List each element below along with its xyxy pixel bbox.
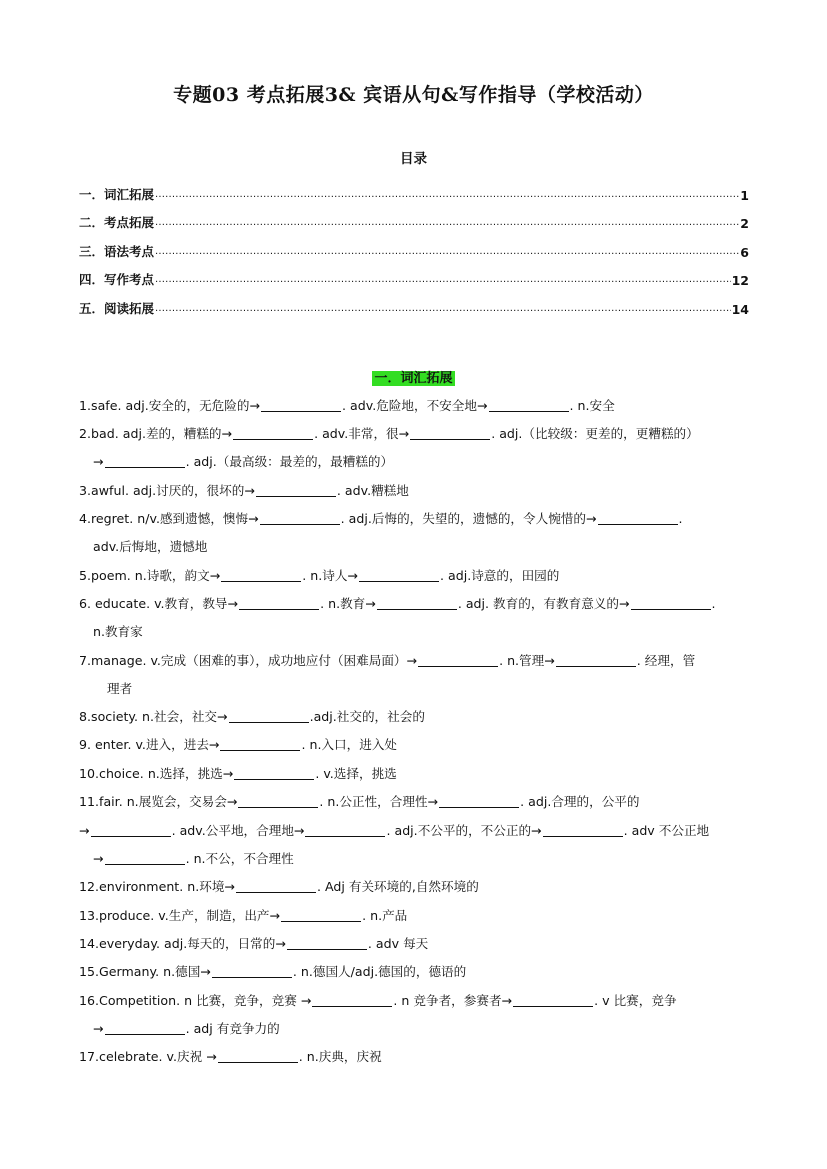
line-text: . Adj 有关环境的,自然环境的 (316, 879, 479, 894)
answer-blank[interactable] (287, 937, 367, 950)
line-text: . v 比赛，竞争 (594, 993, 677, 1008)
line-text: 11.fair. n.展览会，交易会→ (79, 794, 238, 809)
answer-blank[interactable] (305, 824, 385, 837)
line-text: . adv 不公正地 (623, 823, 710, 838)
exercise-line (79, 876, 479, 895)
answer-blank[interactable] (261, 399, 341, 412)
toc-entry[interactable] (79, 203, 749, 232)
toc-entry-page: 2 (740, 216, 749, 231)
answer-blank[interactable] (220, 738, 300, 751)
answer-blank[interactable] (221, 569, 301, 582)
answer-blank[interactable] (543, 824, 623, 837)
toc-entry-label: 一．词汇拓展 (79, 186, 155, 202)
line-text: . n.诗人→ (302, 568, 358, 583)
answer-blank[interactable] (105, 1022, 185, 1035)
line-text: 4.regret. n/v.感到遗憾，懊悔→ (79, 511, 259, 526)
answer-blank[interactable] (105, 455, 185, 468)
toc-entry-page: 14 (731, 301, 749, 317)
toc-entry[interactable] (79, 260, 749, 289)
answer-blank[interactable] (91, 824, 171, 837)
toc-entry[interactable] (79, 174, 749, 203)
exercise-line (79, 593, 716, 612)
answer-blank[interactable] (239, 597, 319, 610)
answer-blank[interactable] (598, 512, 678, 525)
line-text: . v.选择，挑选 (315, 766, 397, 781)
toc-entry-label: 二．考点拓展 (79, 215, 155, 230)
line-text: 10.choice. n.选择，挑选→ (79, 766, 234, 781)
line-text: . n.公正性，合理性→ (319, 794, 439, 809)
exercise-line (79, 650, 695, 669)
line-text: . n.安全 (569, 398, 615, 413)
exercise-line (79, 763, 397, 782)
exercise-line (93, 848, 294, 867)
exercise-line (79, 820, 709, 839)
line-text: . adv 每天 (367, 936, 429, 951)
answer-blank[interactable] (410, 427, 490, 440)
answer-blank[interactable] (377, 597, 457, 610)
line-text: → (93, 1021, 104, 1036)
toc-entry-label: 五．阅读拓展 (79, 300, 155, 316)
answer-blank[interactable] (513, 994, 593, 1007)
line-text: . n.产品 (362, 908, 408, 923)
line-text: 理者 (107, 681, 133, 696)
line-text: 14.everyday. adj.每天的，日常的→ (79, 936, 286, 951)
answer-blank[interactable] (439, 795, 519, 808)
line-text: 5.poem. n.诗歌，韵文→ (79, 568, 221, 583)
line-text: . (678, 511, 683, 526)
answer-blank[interactable] (359, 569, 439, 582)
answer-blank[interactable] (260, 512, 340, 525)
line-text: . adj.合理的，公平的 (520, 794, 640, 809)
exercise-line (93, 536, 207, 555)
answer-blank[interactable] (105, 852, 185, 865)
line-text: 7.manage. v.完成（困难的事），成功地应付（困难局面）→ (79, 653, 418, 668)
toc-heading: 目录 (400, 151, 427, 167)
exercise-line (79, 905, 407, 924)
section-heading-text: 一．词汇拓展 (374, 371, 453, 386)
answer-blank[interactable] (229, 710, 309, 723)
line-text: . n.教育→ (320, 596, 376, 611)
exercise-line (79, 508, 683, 527)
toc-entry[interactable] (79, 288, 749, 317)
line-text: . n.入口，进入处 (301, 737, 398, 752)
line-text: 15.Germany. n.德国→ (79, 964, 211, 979)
toc-entry-page: 12 (731, 273, 749, 288)
exercise-line (79, 706, 425, 725)
answer-blank[interactable] (418, 654, 498, 667)
line-text: n.教育家 (93, 624, 143, 639)
line-text: 8.society. n.社会，社交→ (79, 709, 228, 724)
line-text: . adv.糟糕地 (336, 483, 409, 498)
toc-entry-page: 6 (740, 244, 749, 260)
exercise-line (93, 451, 393, 470)
exercise-line (79, 1046, 382, 1065)
answer-blank[interactable] (233, 427, 313, 440)
line-text: 9. enter. v.进入，进去→ (79, 737, 220, 752)
line-text: 12.environment. n.环境→ (79, 879, 235, 894)
table-of-contents (79, 174, 749, 317)
line-text: . adv.非常，很→ (314, 426, 410, 441)
answer-blank[interactable] (256, 484, 336, 497)
exercise-line (79, 933, 428, 952)
exercise-line (79, 734, 397, 753)
line-text: .adj.社交的，社会的 (309, 709, 425, 724)
line-text: . adv.公平地，合理地→ (171, 823, 305, 838)
answer-blank[interactable] (281, 909, 361, 922)
toc-leader-dots (155, 189, 739, 200)
line-text: . (711, 596, 716, 611)
section-heading (0, 367, 827, 386)
line-text: → (93, 851, 104, 866)
line-text: . n.德国人/adj.德国的，德语的 (292, 964, 467, 979)
answer-blank[interactable] (236, 880, 316, 893)
toc-entry-label: 三．语法考点 (79, 243, 155, 259)
answer-blank[interactable] (312, 994, 392, 1007)
line-text: . adj.（比较级：更差的，更糟糕的） (491, 426, 699, 441)
toc-leader-dots (155, 274, 731, 285)
toc-entry[interactable] (79, 231, 749, 260)
answer-blank[interactable] (489, 399, 569, 412)
line-text: → (79, 823, 90, 838)
exercise-line (107, 678, 132, 697)
line-text: . n.不公，不合理性 (185, 851, 294, 866)
line-text: . adj.后悔的，失望的，遗憾的，令人惋惜的→ (340, 511, 597, 526)
line-text: 3.awful. adj.讨厌的，很坏的→ (79, 483, 255, 498)
line-text: → (93, 454, 104, 469)
exercise-line (79, 423, 699, 442)
toc-leader-dots (155, 217, 739, 228)
answer-blank[interactable] (212, 965, 292, 978)
toc-leader-dots (155, 246, 739, 257)
answer-blank[interactable] (234, 767, 314, 780)
answer-blank[interactable] (631, 597, 711, 610)
line-text: . n.庆典，庆祝 (298, 1049, 382, 1064)
line-text: adv.后悔地，遗憾地 (93, 539, 208, 554)
toc-entry-label: 四．写作考点 (79, 272, 155, 287)
line-text: . n.管理→ (499, 653, 555, 668)
line-text: . adj 有竞争力的 (185, 1021, 280, 1036)
answer-blank[interactable] (556, 654, 636, 667)
line-text: 6. educate. v.教育，教导→ (79, 596, 239, 611)
exercise-line (79, 480, 409, 499)
exercise-line (79, 565, 559, 584)
answer-blank[interactable] (218, 1050, 298, 1063)
exercise-line (79, 791, 640, 810)
toc-leader-dots (155, 303, 731, 314)
line-text: 16.Competition. n 比赛，竞争，竞赛 → (79, 993, 312, 1008)
document-title: 专题03 考点拓展3& 宾语从句&写作指导（学校活动） (173, 84, 654, 106)
exercise-line (79, 990, 677, 1009)
line-text: . n 竞争者，参赛者→ (393, 993, 513, 1008)
answer-blank[interactable] (238, 795, 318, 808)
line-text: . adj.（最高级：最差的，最糟糕的） (185, 454, 394, 469)
line-text: . adj.诗意的，田园的 (439, 568, 560, 583)
line-text: . adj. 教育的，有教育意义的→ (457, 596, 630, 611)
exercise-line (93, 1018, 280, 1037)
exercise-line (93, 621, 143, 640)
line-text: . 经理，管 (636, 653, 696, 668)
line-text: . adv.危险地，不安全地→ (342, 398, 488, 413)
line-text: . adj.不公平的，不公正的→ (386, 823, 542, 838)
line-text: 17.celebrate. v.庆祝 → (79, 1049, 217, 1064)
exercise-line (79, 961, 466, 980)
exercise-line (79, 395, 615, 414)
line-text: 1.safe. adj.安全的，无危险的→ (79, 398, 260, 413)
line-text: 13.produce. v.生产，制造，出产→ (79, 908, 281, 923)
toc-entry-page: 1 (740, 187, 749, 203)
line-text: 2.bad. adj.差的，糟糕的→ (79, 426, 233, 441)
